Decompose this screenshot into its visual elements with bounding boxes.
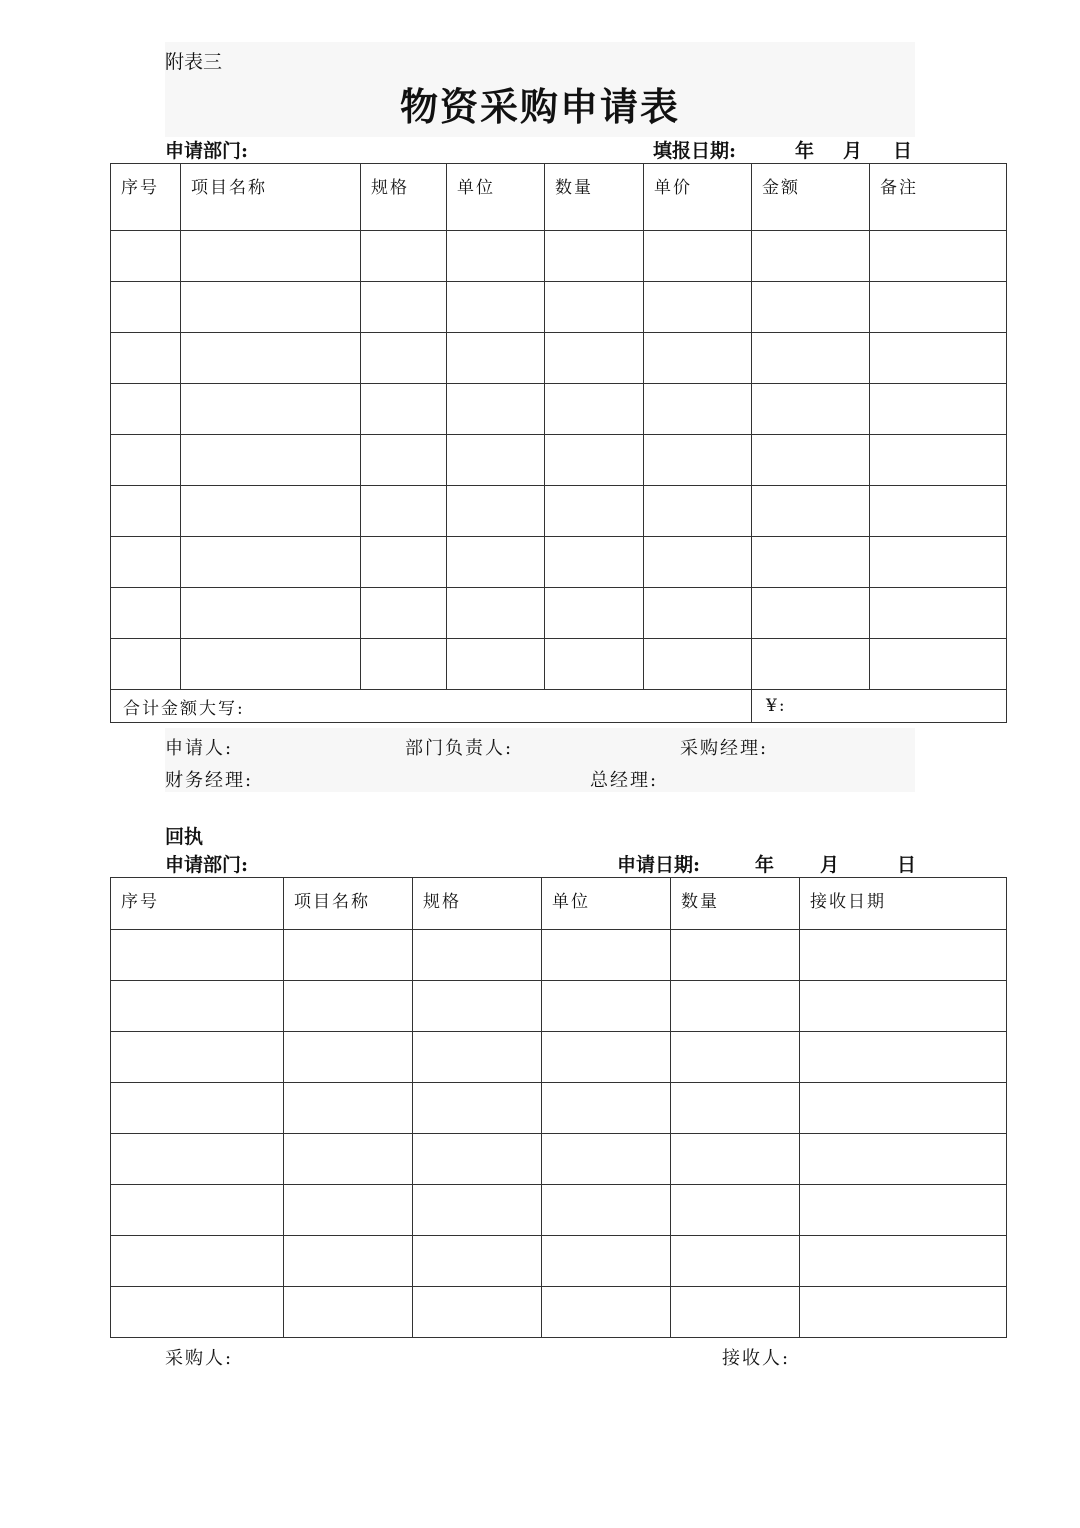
entry-cell[interactable] xyxy=(447,486,545,537)
entry-cell[interactable] xyxy=(870,282,1007,333)
entry-cell[interactable] xyxy=(542,1287,671,1338)
entry-cell[interactable] xyxy=(447,435,545,486)
entry-cell[interactable] xyxy=(181,639,361,690)
entry-cell[interactable] xyxy=(361,231,447,282)
purchaser-label: 采购人: xyxy=(165,1348,234,1369)
receipt-title: 回执 xyxy=(165,826,204,848)
col-header: 单位 xyxy=(542,878,671,930)
col-header: 金额 xyxy=(752,164,870,231)
entry-cell[interactable] xyxy=(545,435,644,486)
entry-cell[interactable] xyxy=(800,1185,1007,1236)
receipt-header-row xyxy=(111,878,1007,930)
entry-cell[interactable] xyxy=(111,1083,284,1134)
receipt-table-body xyxy=(111,930,1007,1338)
col-header: 数量 xyxy=(545,164,644,231)
entry-cell[interactable] xyxy=(542,1185,671,1236)
table-row xyxy=(111,930,1007,981)
entry-cell[interactable] xyxy=(870,639,1007,690)
entry-cell[interactable] xyxy=(413,1134,542,1185)
entry-cell[interactable] xyxy=(111,384,181,435)
entry-cell[interactable] xyxy=(284,981,413,1032)
entry-cell[interactable] xyxy=(752,384,870,435)
entry-cell[interactable] xyxy=(111,1185,284,1236)
table-row xyxy=(111,981,1007,1032)
table-row xyxy=(111,231,1007,282)
table-row xyxy=(111,282,1007,333)
entry-cell[interactable] xyxy=(800,1236,1007,1287)
entry-cell[interactable] xyxy=(111,1236,284,1287)
entry-cell[interactable] xyxy=(181,231,361,282)
table-row xyxy=(111,1287,1007,1338)
entry-cell[interactable] xyxy=(545,639,644,690)
entry-cell[interactable] xyxy=(111,1287,284,1338)
entry-cell[interactable] xyxy=(542,930,671,981)
purchase-header-row xyxy=(111,164,1007,231)
receiver-label: 接收人: xyxy=(722,1348,791,1369)
entry-cell[interactable] xyxy=(671,1032,800,1083)
entry-cell[interactable] xyxy=(542,981,671,1032)
entry-cell[interactable] xyxy=(111,930,284,981)
table-row xyxy=(111,588,1007,639)
form-month-label: 月 xyxy=(843,140,863,162)
entry-cell[interactable] xyxy=(542,1032,671,1083)
col-header: 项目名称 xyxy=(284,878,413,930)
entry-cell[interactable] xyxy=(800,1134,1007,1185)
entry-cell[interactable] xyxy=(545,384,644,435)
entry-cell[interactable] xyxy=(800,1287,1007,1338)
form-day-label: 日 xyxy=(893,140,913,162)
table-row xyxy=(111,435,1007,486)
general-manager-label: 总经理: xyxy=(590,770,659,791)
entry-cell[interactable] xyxy=(413,1083,542,1134)
entry-cell[interactable] xyxy=(361,384,447,435)
entry-cell[interactable] xyxy=(361,588,447,639)
yen-label: ¥: xyxy=(766,696,787,716)
entry-cell[interactable] xyxy=(111,537,181,588)
entry-cell[interactable] xyxy=(284,1287,413,1338)
entry-cell[interactable] xyxy=(644,639,752,690)
entry-cell[interactable] xyxy=(752,588,870,639)
table-row xyxy=(111,384,1007,435)
entry-cell[interactable] xyxy=(800,930,1007,981)
entry-cell[interactable] xyxy=(671,1236,800,1287)
entry-cell[interactable] xyxy=(545,231,644,282)
entry-cell[interactable] xyxy=(361,486,447,537)
entry-cell[interactable] xyxy=(413,1287,542,1338)
receipt-apply-date-label: 申请日期: xyxy=(617,854,701,876)
entry-cell[interactable] xyxy=(752,435,870,486)
entry-cell[interactable] xyxy=(644,384,752,435)
entry-cell[interactable] xyxy=(447,231,545,282)
entry-cell[interactable] xyxy=(361,333,447,384)
entry-cell[interactable] xyxy=(447,384,545,435)
entry-cell[interactable] xyxy=(413,1032,542,1083)
form-year-label: 年 xyxy=(795,140,815,162)
col-header: 单价 xyxy=(644,164,752,231)
entry-cell[interactable] xyxy=(111,1032,284,1083)
entry-cell[interactable] xyxy=(284,1236,413,1287)
entry-cell[interactable] xyxy=(752,639,870,690)
entry-cell[interactable] xyxy=(870,333,1007,384)
col-header: 单位 xyxy=(447,164,545,231)
entry-cell[interactable] xyxy=(870,384,1007,435)
col-header: 数量 xyxy=(671,878,800,930)
entry-cell[interactable] xyxy=(644,282,752,333)
entry-cell[interactable] xyxy=(284,1185,413,1236)
entry-cell[interactable] xyxy=(542,1083,671,1134)
entry-cell[interactable] xyxy=(284,1134,413,1185)
entry-cell[interactable] xyxy=(111,1134,284,1185)
entry-cell[interactable] xyxy=(644,537,752,588)
col-header: 序号 xyxy=(111,878,284,930)
entry-cell[interactable] xyxy=(111,333,181,384)
col-header: 规格 xyxy=(413,878,542,930)
purchase-table-body xyxy=(111,231,1007,690)
entry-cell[interactable] xyxy=(361,282,447,333)
receipt-dept-label: 申请部门: xyxy=(165,854,249,876)
entry-cell[interactable] xyxy=(644,588,752,639)
table-row xyxy=(111,1134,1007,1185)
receipt-year-label: 年 xyxy=(755,854,775,876)
entry-cell[interactable] xyxy=(671,1287,800,1338)
col-header: 规格 xyxy=(361,164,447,231)
entry-cell[interactable] xyxy=(111,981,284,1032)
entry-cell[interactable] xyxy=(111,282,181,333)
entry-cell[interactable] xyxy=(800,1083,1007,1134)
entry-cell[interactable] xyxy=(181,282,361,333)
receipt-table xyxy=(110,877,1007,1338)
table-row xyxy=(111,333,1007,384)
entry-cell[interactable] xyxy=(284,930,413,981)
entry-cell[interactable] xyxy=(752,282,870,333)
entry-cell[interactable] xyxy=(870,486,1007,537)
entry-cell[interactable] xyxy=(545,282,644,333)
entry-cell[interactable] xyxy=(413,930,542,981)
finance-manager-label: 财务经理: xyxy=(165,770,254,791)
signature-shade xyxy=(165,728,915,792)
entry-cell[interactable] xyxy=(447,282,545,333)
entry-cell[interactable] xyxy=(644,435,752,486)
table-row xyxy=(111,537,1007,588)
entry-cell[interactable] xyxy=(542,1134,671,1185)
table-row xyxy=(111,1083,1007,1134)
entry-cell[interactable] xyxy=(752,537,870,588)
col-header: 接收日期 xyxy=(800,878,1007,930)
form-title: 物资采购申请表 xyxy=(399,84,680,129)
entry-cell[interactable] xyxy=(284,1083,413,1134)
entry-cell[interactable] xyxy=(181,384,361,435)
entry-cell[interactable] xyxy=(752,486,870,537)
entry-cell[interactable] xyxy=(111,435,181,486)
entry-cell[interactable] xyxy=(413,981,542,1032)
dept-head-label: 部门负责人: xyxy=(405,738,514,759)
entry-cell[interactable] xyxy=(447,588,545,639)
entry-cell[interactable] xyxy=(800,981,1007,1032)
entry-cell[interactable] xyxy=(545,486,644,537)
entry-cell[interactable] xyxy=(870,231,1007,282)
entry-cell[interactable] xyxy=(671,930,800,981)
entry-cell[interactable] xyxy=(181,435,361,486)
entry-cell[interactable] xyxy=(413,1185,542,1236)
table-row xyxy=(111,639,1007,690)
entry-cell[interactable] xyxy=(870,537,1007,588)
entry-cell[interactable] xyxy=(361,435,447,486)
total-amount-label: 合计金额大写: xyxy=(123,698,245,719)
entry-cell[interactable] xyxy=(447,333,545,384)
col-header: 项目名称 xyxy=(181,164,361,231)
entry-cell[interactable] xyxy=(545,588,644,639)
entry-cell[interactable] xyxy=(644,231,752,282)
total-amount-cell[interactable] xyxy=(111,690,752,723)
table-row xyxy=(111,1236,1007,1287)
table-row xyxy=(111,486,1007,537)
entry-cell[interactable] xyxy=(413,1236,542,1287)
entry-cell[interactable] xyxy=(181,537,361,588)
entry-cell[interactable] xyxy=(181,486,361,537)
yen-amount-cell[interactable] xyxy=(752,690,1007,723)
table-row xyxy=(111,1185,1007,1236)
purchase-manager-label: 采购经理: xyxy=(680,738,769,759)
entry-cell[interactable] xyxy=(111,639,181,690)
entry-cell[interactable] xyxy=(181,588,361,639)
purchase-table xyxy=(110,163,1007,723)
entry-cell[interactable] xyxy=(542,1236,671,1287)
entry-cell[interactable] xyxy=(800,1032,1007,1083)
col-header: 序号 xyxy=(111,164,181,231)
applicant-label: 申请人: xyxy=(165,738,234,759)
form-dept-label: 申请部门: xyxy=(165,140,249,162)
entry-cell[interactable] xyxy=(671,981,800,1032)
form-fill-date-label: 填报日期: xyxy=(653,140,737,162)
entry-cell[interactable] xyxy=(545,333,644,384)
receipt-day-label: 日 xyxy=(897,854,917,876)
entry-cell[interactable] xyxy=(671,1083,800,1134)
entry-cell[interactable] xyxy=(644,486,752,537)
col-header: 备注 xyxy=(870,164,1007,231)
entry-cell[interactable] xyxy=(111,588,181,639)
entry-cell[interactable] xyxy=(361,639,447,690)
entry-cell[interactable] xyxy=(447,639,545,690)
entry-cell[interactable] xyxy=(644,333,752,384)
entry-cell[interactable] xyxy=(752,231,870,282)
entry-cell[interactable] xyxy=(284,1032,413,1083)
entry-cell[interactable] xyxy=(671,1185,800,1236)
table-row xyxy=(111,1032,1007,1083)
entry-cell[interactable] xyxy=(671,1134,800,1185)
total-row xyxy=(111,690,1007,723)
entry-cell[interactable] xyxy=(447,537,545,588)
receipt-month-label: 月 xyxy=(820,854,840,876)
entry-cell[interactable] xyxy=(870,588,1007,639)
entry-cell[interactable] xyxy=(111,231,181,282)
entry-cell[interactable] xyxy=(545,537,644,588)
entry-cell[interactable] xyxy=(111,486,181,537)
entry-cell[interactable] xyxy=(181,333,361,384)
entry-cell[interactable] xyxy=(870,435,1007,486)
entry-cell[interactable] xyxy=(752,333,870,384)
entry-cell[interactable] xyxy=(361,537,447,588)
annex-label: 附表三 xyxy=(165,51,223,73)
